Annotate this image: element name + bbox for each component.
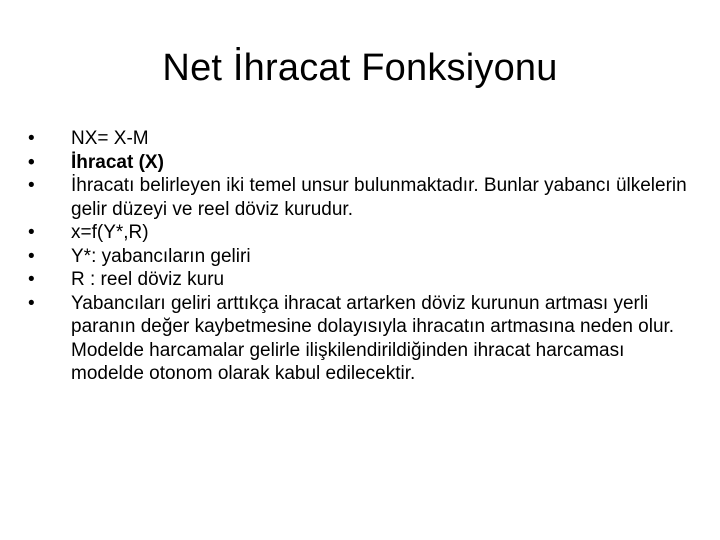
bullet-text: İhracat (X) bbox=[71, 151, 164, 173]
bullet-item-nx bbox=[28, 127, 696, 151]
bullet-text: Yabancıları geliri arttıkça ihracat artarken döviz kurunun artması yerli paranın değer kaybetmesine dolayısıyla ihracatın artmasına neden olur. Modelde harcamalar gelirle ilişkilendirildiğinden ihracat harcaması modelde otonom olarak kabul edilecektir. bbox=[71, 292, 675, 384]
bullet-item-foreign-income bbox=[28, 245, 696, 269]
bullet-item-ihracat bbox=[28, 151, 696, 175]
bullet-item-explanation bbox=[28, 292, 696, 386]
bullet-text: NX= X-M bbox=[71, 128, 149, 149]
bullet-icon: • bbox=[28, 128, 35, 149]
bullet-icon: • bbox=[28, 269, 35, 290]
slide-title: Net İhracat Fonksiyonu bbox=[162, 47, 558, 89]
bullet-item-function bbox=[28, 221, 696, 245]
bullet-icon: • bbox=[28, 151, 35, 173]
bullet-icon: • bbox=[28, 175, 35, 196]
bullet-text: x=f(Y*,R) bbox=[71, 222, 149, 243]
bullet-item-determinants bbox=[28, 174, 696, 221]
bullet-icon: • bbox=[28, 292, 35, 314]
bullet-text: R : reel döviz kuru bbox=[71, 269, 225, 290]
bullet-icon: • bbox=[28, 245, 35, 267]
bullet-icon: • bbox=[28, 222, 35, 243]
bullet-text: İhracatı belirleyen iki temel unsur bulunmaktadır. Bunlar yabancı ülkelerin gelir düzeyi ve reel döviz kurudur. bbox=[71, 175, 687, 220]
bullet-item-exchange-rate bbox=[28, 268, 696, 292]
bullet-text: Y*: yabancıların geliri bbox=[71, 245, 251, 267]
bullet-list bbox=[28, 127, 696, 386]
